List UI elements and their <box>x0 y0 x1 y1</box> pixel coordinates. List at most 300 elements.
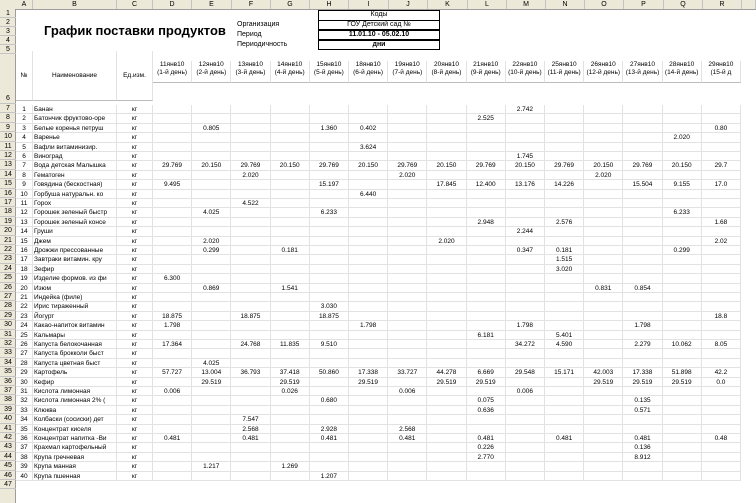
quantity-cell[interactable] <box>467 124 506 133</box>
quantity-cell[interactable] <box>349 312 388 321</box>
quantity-cell[interactable]: 2.525 <box>467 114 506 123</box>
quantity-cell[interactable] <box>623 255 662 264</box>
quantity-cell[interactable] <box>231 284 270 293</box>
quantity-cell[interactable] <box>545 425 584 434</box>
quantity-cell[interactable] <box>349 105 388 114</box>
quantity-cell[interactable] <box>192 190 231 199</box>
row-number[interactable]: 15 <box>0 179 16 188</box>
quantity-cell[interactable]: 24.768 <box>231 340 270 349</box>
unit-cell[interactable]: кг <box>117 227 153 236</box>
quantity-cell[interactable] <box>506 434 545 443</box>
product-name-cell[interactable]: Картофель <box>33 368 117 377</box>
quantity-cell[interactable] <box>153 152 192 161</box>
quantity-cell[interactable] <box>427 105 466 114</box>
quantity-cell[interactable] <box>192 199 231 208</box>
quantity-cell[interactable] <box>192 114 231 123</box>
quantity-cell[interactable] <box>427 265 466 274</box>
quantity-cell[interactable] <box>702 274 741 283</box>
quantity-cell[interactable] <box>545 237 584 246</box>
quantity-cell[interactable]: 15.197 <box>310 180 349 189</box>
quantity-cell[interactable] <box>506 406 545 415</box>
quantity-cell[interactable] <box>271 302 310 311</box>
quantity-cell[interactable] <box>231 208 270 217</box>
day-header[interactable] <box>506 61 545 83</box>
quantity-cell[interactable]: 15.171 <box>545 368 584 377</box>
quantity-cell[interactable] <box>467 321 506 330</box>
row-number[interactable]: 29 <box>0 311 16 320</box>
quantity-cell[interactable]: 0.80 <box>702 124 741 133</box>
quantity-cell[interactable] <box>623 246 662 255</box>
row-index-cell[interactable]: 4 <box>16 133 33 142</box>
quantity-cell[interactable]: 0.869 <box>192 284 231 293</box>
product-name-cell[interactable]: Крупа гречневая <box>33 453 117 462</box>
unit-cell[interactable]: кг <box>117 443 153 452</box>
quantity-cell[interactable] <box>506 208 545 217</box>
quantity-cell[interactable] <box>623 105 662 114</box>
quantity-cell[interactable]: 4.025 <box>192 208 231 217</box>
quantity-cell[interactable] <box>192 180 231 189</box>
quantity-cell[interactable] <box>349 133 388 142</box>
quantity-cell[interactable] <box>310 246 349 255</box>
product-name-cell[interactable]: Клюква <box>33 406 117 415</box>
quantity-cell[interactable] <box>349 415 388 424</box>
product-name-cell[interactable]: Концентрат напитка -Ви <box>33 434 117 443</box>
quantity-cell[interactable] <box>506 378 545 387</box>
quantity-cell[interactable] <box>584 105 623 114</box>
product-name-cell[interactable]: Горошек зеленый консе <box>33 218 117 227</box>
quantity-cell[interactable]: 17.845 <box>427 180 466 189</box>
quantity-cell[interactable] <box>388 349 427 358</box>
column-letter-I[interactable]: I <box>349 0 389 9</box>
column-letter-M[interactable]: M <box>507 0 546 9</box>
quantity-cell[interactable] <box>427 406 466 415</box>
row-index-cell[interactable]: 17 <box>16 255 33 264</box>
quantity-cell[interactable]: 0.347 <box>506 246 545 255</box>
quantity-cell[interactable] <box>231 255 270 264</box>
quantity-cell[interactable] <box>545 359 584 368</box>
quantity-cell[interactable] <box>192 274 231 283</box>
quantity-cell[interactable] <box>310 114 349 123</box>
quantity-cell[interactable] <box>663 274 702 283</box>
quantity-cell[interactable]: 2.770 <box>467 453 506 462</box>
product-name-cell[interactable]: Крупа манная <box>33 462 117 471</box>
unit-cell[interactable]: кг <box>117 462 153 471</box>
quantity-cell[interactable] <box>388 312 427 321</box>
quantity-cell[interactable] <box>271 359 310 368</box>
unit-cell[interactable]: кг <box>117 114 153 123</box>
row-index-cell[interactable]: 8 <box>16 171 33 180</box>
quantity-cell[interactable] <box>349 331 388 340</box>
quantity-cell[interactable] <box>702 293 741 302</box>
quantity-cell[interactable] <box>231 387 270 396</box>
quantity-cell[interactable] <box>702 331 741 340</box>
quantity-cell[interactable] <box>467 472 506 481</box>
quantity-cell[interactable]: 6.669 <box>467 368 506 377</box>
quantity-cell[interactable] <box>271 227 310 236</box>
quantity-cell[interactable] <box>506 274 545 283</box>
product-name-cell[interactable]: Горох <box>33 199 117 208</box>
row-index-cell[interactable]: 26 <box>16 340 33 349</box>
quantity-cell[interactable] <box>584 462 623 471</box>
quantity-cell[interactable] <box>467 199 506 208</box>
quantity-cell[interactable] <box>584 133 623 142</box>
quantity-cell[interactable] <box>310 227 349 236</box>
quantity-cell[interactable] <box>663 237 702 246</box>
quantity-cell[interactable]: 20.150 <box>584 161 623 170</box>
quantity-cell[interactable] <box>231 274 270 283</box>
day-header[interactable] <box>349 61 388 83</box>
quantity-cell[interactable] <box>427 321 466 330</box>
quantity-cell[interactable] <box>427 218 466 227</box>
day-header[interactable] <box>623 61 662 83</box>
quantity-cell[interactable] <box>663 293 702 302</box>
day-header[interactable] <box>192 61 231 83</box>
unit-cell[interactable]: кг <box>117 180 153 189</box>
quantity-cell[interactable] <box>427 415 466 424</box>
row-number[interactable]: 10 <box>0 132 16 141</box>
quantity-cell[interactable] <box>192 396 231 405</box>
quantity-cell[interactable] <box>506 331 545 340</box>
quantity-cell[interactable] <box>663 218 702 227</box>
quantity-cell[interactable]: 0.181 <box>271 246 310 255</box>
unit-cell[interactable]: кг <box>117 312 153 321</box>
quantity-cell[interactable] <box>506 349 545 358</box>
quantity-cell[interactable] <box>663 434 702 443</box>
quantity-cell[interactable] <box>192 255 231 264</box>
product-name-cell[interactable]: Кислота лимонная <box>33 387 117 396</box>
quantity-cell[interactable]: 0.006 <box>506 387 545 396</box>
quantity-cell[interactable] <box>310 143 349 152</box>
quantity-cell[interactable] <box>310 453 349 462</box>
row-number[interactable]: 42 <box>0 433 16 442</box>
quantity-cell[interactable]: 1.217 <box>192 462 231 471</box>
unit-cell[interactable]: кг <box>117 133 153 142</box>
row-index-cell[interactable]: 15 <box>16 237 33 246</box>
quantity-cell[interactable] <box>702 387 741 396</box>
quantity-cell[interactable]: 2.020 <box>584 171 623 180</box>
quantity-cell[interactable] <box>702 406 741 415</box>
quantity-cell[interactable] <box>231 105 270 114</box>
quantity-cell[interactable]: 8.05 <box>702 340 741 349</box>
quantity-cell[interactable] <box>349 462 388 471</box>
quantity-cell[interactable] <box>153 331 192 340</box>
row-index-cell[interactable]: 6 <box>16 152 33 161</box>
product-name-cell[interactable]: Белые коренья петруш <box>33 124 117 133</box>
quantity-cell[interactable] <box>192 340 231 349</box>
quantity-cell[interactable] <box>388 180 427 189</box>
quantity-cell[interactable] <box>388 293 427 302</box>
quantity-cell[interactable] <box>545 349 584 358</box>
quantity-cell[interactable] <box>231 378 270 387</box>
quantity-cell[interactable] <box>545 208 584 217</box>
quantity-cell[interactable] <box>545 284 584 293</box>
quantity-cell[interactable] <box>388 218 427 227</box>
product-name-cell[interactable]: Колбаски (сосиски) дет <box>33 415 117 424</box>
quantity-cell[interactable]: 29.7 <box>702 161 741 170</box>
quantity-cell[interactable] <box>388 152 427 161</box>
row-number[interactable]: 8 <box>0 113 16 122</box>
product-name-cell[interactable]: Джем <box>33 237 117 246</box>
quantity-cell[interactable] <box>506 143 545 152</box>
header-number[interactable]: № <box>16 51 33 101</box>
quantity-cell[interactable] <box>388 321 427 330</box>
quantity-cell[interactable] <box>702 208 741 217</box>
quantity-cell[interactable] <box>467 302 506 311</box>
quantity-cell[interactable]: 0.481 <box>623 434 662 443</box>
row-index-cell[interactable]: 18 <box>16 265 33 274</box>
periodicity-value[interactable]: дни <box>318 40 440 50</box>
quantity-cell[interactable]: 6.233 <box>310 208 349 217</box>
quantity-cell[interactable] <box>623 114 662 123</box>
product-name-cell[interactable]: Горбуша натуральн. ко <box>33 190 117 199</box>
quantity-cell[interactable] <box>623 152 662 161</box>
quantity-cell[interactable] <box>271 218 310 227</box>
quantity-cell[interactable] <box>584 434 623 443</box>
quantity-cell[interactable]: 44.278 <box>427 368 466 377</box>
quantity-cell[interactable]: 9.495 <box>153 180 192 189</box>
quantity-cell[interactable]: 0.481 <box>310 434 349 443</box>
quantity-cell[interactable] <box>506 133 545 142</box>
quantity-cell[interactable]: 0.571 <box>623 406 662 415</box>
quantity-cell[interactable] <box>584 415 623 424</box>
quantity-cell[interactable] <box>349 255 388 264</box>
quantity-cell[interactable] <box>584 227 623 236</box>
quantity-cell[interactable] <box>192 415 231 424</box>
quantity-cell[interactable] <box>584 114 623 123</box>
quantity-cell[interactable] <box>623 462 662 471</box>
product-name-cell[interactable]: Варенье <box>33 133 117 142</box>
quantity-cell[interactable] <box>192 349 231 358</box>
quantity-cell[interactable] <box>231 349 270 358</box>
quantity-cell[interactable]: 2.020 <box>388 171 427 180</box>
quantity-cell[interactable] <box>663 227 702 236</box>
column-letter-J[interactable]: J <box>389 0 428 9</box>
quantity-cell[interactable] <box>153 246 192 255</box>
quantity-cell[interactable]: 13.004 <box>192 368 231 377</box>
quantity-cell[interactable] <box>584 180 623 189</box>
quantity-cell[interactable] <box>467 415 506 424</box>
quantity-cell[interactable] <box>427 171 466 180</box>
quantity-cell[interactable] <box>584 453 623 462</box>
quantity-cell[interactable] <box>153 143 192 152</box>
unit-cell[interactable]: кг <box>117 434 153 443</box>
quantity-cell[interactable] <box>506 302 545 311</box>
quantity-cell[interactable] <box>349 293 388 302</box>
row-index-cell[interactable]: 22 <box>16 302 33 311</box>
unit-cell[interactable]: кг <box>117 265 153 274</box>
quantity-cell[interactable] <box>584 387 623 396</box>
quantity-cell[interactable] <box>467 265 506 274</box>
quantity-cell[interactable] <box>663 312 702 321</box>
row-number[interactable]: 12 <box>0 151 16 160</box>
quantity-cell[interactable] <box>349 406 388 415</box>
quantity-cell[interactable]: 0.026 <box>271 387 310 396</box>
quantity-cell[interactable] <box>427 425 466 434</box>
quantity-cell[interactable] <box>545 124 584 133</box>
row-index-cell[interactable]: 20 <box>16 284 33 293</box>
quantity-cell[interactable] <box>271 293 310 302</box>
quantity-cell[interactable] <box>545 406 584 415</box>
quantity-cell[interactable] <box>310 443 349 452</box>
quantity-cell[interactable] <box>349 302 388 311</box>
quantity-cell[interactable] <box>153 472 192 481</box>
column-letter-D[interactable]: D <box>153 0 192 9</box>
quantity-cell[interactable]: 33.727 <box>388 368 427 377</box>
quantity-cell[interactable] <box>231 472 270 481</box>
row-index-cell[interactable]: 29 <box>16 368 33 377</box>
quantity-cell[interactable] <box>545 293 584 302</box>
quantity-cell[interactable]: 0.299 <box>663 246 702 255</box>
product-name-cell[interactable]: Изюм <box>33 284 117 293</box>
quantity-cell[interactable] <box>153 265 192 274</box>
quantity-cell[interactable] <box>271 406 310 415</box>
quantity-cell[interactable] <box>271 274 310 283</box>
quantity-cell[interactable] <box>153 425 192 434</box>
quantity-cell[interactable] <box>231 227 270 236</box>
quantity-cell[interactable] <box>545 143 584 152</box>
quantity-cell[interactable]: 3.030 <box>310 302 349 311</box>
unit-cell[interactable]: кг <box>117 143 153 152</box>
quantity-cell[interactable] <box>349 265 388 274</box>
quantity-cell[interactable] <box>388 199 427 208</box>
quantity-cell[interactable] <box>467 171 506 180</box>
quantity-cell[interactable]: 42.2 <box>702 368 741 377</box>
quantity-cell[interactable]: 34.272 <box>506 340 545 349</box>
quantity-cell[interactable] <box>584 208 623 217</box>
quantity-cell[interactable] <box>427 246 466 255</box>
quantity-cell[interactable] <box>427 124 466 133</box>
quantity-cell[interactable] <box>349 472 388 481</box>
quantity-cell[interactable]: 0.181 <box>545 246 584 255</box>
quantity-cell[interactable] <box>427 114 466 123</box>
row-number[interactable]: 24 <box>0 264 16 273</box>
column-letter-F[interactable]: F <box>232 0 271 9</box>
quantity-cell[interactable] <box>388 415 427 424</box>
quantity-cell[interactable] <box>310 406 349 415</box>
quantity-cell[interactable] <box>623 218 662 227</box>
unit-cell[interactable]: кг <box>117 453 153 462</box>
row-number[interactable]: 21 <box>0 236 16 245</box>
quantity-cell[interactable] <box>702 302 741 311</box>
quantity-cell[interactable]: 7.547 <box>231 415 270 424</box>
quantity-cell[interactable] <box>584 331 623 340</box>
quantity-cell[interactable] <box>231 133 270 142</box>
quantity-cell[interactable]: 2.020 <box>427 237 466 246</box>
quantity-cell[interactable] <box>663 171 702 180</box>
quantity-cell[interactable]: 6.440 <box>349 190 388 199</box>
quantity-cell[interactable] <box>427 472 466 481</box>
quantity-cell[interactable] <box>702 190 741 199</box>
quantity-cell[interactable] <box>192 443 231 452</box>
row-index-cell[interactable]: 30 <box>16 378 33 387</box>
product-name-cell[interactable]: Капуста брокколи быст <box>33 349 117 358</box>
quantity-cell[interactable] <box>231 143 270 152</box>
row-number[interactable]: 2 <box>0 18 16 27</box>
quantity-cell[interactable] <box>153 406 192 415</box>
quantity-cell[interactable] <box>153 227 192 236</box>
quantity-cell[interactable] <box>427 443 466 452</box>
quantity-cell[interactable]: 37.418 <box>271 368 310 377</box>
quantity-cell[interactable] <box>467 312 506 321</box>
quantity-cell[interactable] <box>192 406 231 415</box>
quantity-cell[interactable] <box>663 124 702 133</box>
quantity-cell[interactable] <box>506 396 545 405</box>
quantity-cell[interactable] <box>349 359 388 368</box>
quantity-cell[interactable] <box>506 415 545 424</box>
product-name-cell[interactable]: Йогурт <box>33 312 117 321</box>
quantity-cell[interactable] <box>663 472 702 481</box>
quantity-cell[interactable] <box>623 349 662 358</box>
quantity-cell[interactable] <box>271 133 310 142</box>
quantity-cell[interactable] <box>584 359 623 368</box>
column-letter-B[interactable]: B <box>33 0 117 9</box>
quantity-cell[interactable] <box>584 152 623 161</box>
quantity-cell[interactable] <box>349 340 388 349</box>
quantity-cell[interactable]: 0.075 <box>467 396 506 405</box>
quantity-cell[interactable] <box>584 190 623 199</box>
quantity-cell[interactable] <box>349 227 388 236</box>
row-number[interactable]: 36 <box>0 377 16 386</box>
quantity-cell[interactable]: 20.150 <box>663 161 702 170</box>
quantity-cell[interactable]: 0.805 <box>192 124 231 133</box>
quantity-cell[interactable] <box>545 453 584 462</box>
quantity-cell[interactable] <box>584 265 623 274</box>
row-number[interactable]: 6 <box>0 54 16 104</box>
quantity-cell[interactable] <box>153 255 192 264</box>
row-index-cell[interactable]: 31 <box>16 387 33 396</box>
org-value[interactable]: ГОУ Детский сад № <box>318 20 440 30</box>
quantity-cell[interactable]: 0.0 <box>702 378 741 387</box>
row-number[interactable]: 19 <box>0 217 16 226</box>
row-number[interactable]: 23 <box>0 254 16 263</box>
quantity-cell[interactable] <box>427 396 466 405</box>
row-number[interactable]: 38 <box>0 395 16 404</box>
quantity-cell[interactable] <box>467 293 506 302</box>
day-header[interactable] <box>153 61 192 83</box>
unit-cell[interactable]: кг <box>117 378 153 387</box>
unit-cell[interactable]: кг <box>117 218 153 227</box>
quantity-cell[interactable]: 20.150 <box>349 161 388 170</box>
quantity-cell[interactable] <box>467 425 506 434</box>
quantity-cell[interactable]: 6.233 <box>663 208 702 217</box>
row-number[interactable]: 3 <box>0 27 16 36</box>
row-index-cell[interactable]: 12 <box>16 208 33 217</box>
quantity-cell[interactable]: 0.854 <box>623 284 662 293</box>
quantity-cell[interactable] <box>153 171 192 180</box>
quantity-cell[interactable]: 0.481 <box>545 434 584 443</box>
quantity-cell[interactable]: 2.244 <box>506 227 545 236</box>
quantity-cell[interactable] <box>506 472 545 481</box>
quantity-cell[interactable] <box>388 443 427 452</box>
quantity-cell[interactable] <box>427 349 466 358</box>
quantity-cell[interactable] <box>153 237 192 246</box>
row-index-cell[interactable]: 19 <box>16 274 33 283</box>
quantity-cell[interactable] <box>584 293 623 302</box>
quantity-cell[interactable]: 29.769 <box>467 161 506 170</box>
quantity-cell[interactable] <box>192 218 231 227</box>
quantity-cell[interactable] <box>663 415 702 424</box>
quantity-cell[interactable] <box>702 114 741 123</box>
quantity-cell[interactable] <box>231 246 270 255</box>
product-name-cell[interactable]: Завтраки витамин. кру <box>33 255 117 264</box>
quantity-cell[interactable] <box>702 227 741 236</box>
quantity-cell[interactable] <box>584 246 623 255</box>
quantity-cell[interactable] <box>427 208 466 217</box>
row-number[interactable]: 18 <box>0 207 16 216</box>
quantity-cell[interactable] <box>310 274 349 283</box>
quantity-cell[interactable]: 2.020 <box>231 171 270 180</box>
product-name-cell[interactable]: Груши <box>33 227 117 236</box>
